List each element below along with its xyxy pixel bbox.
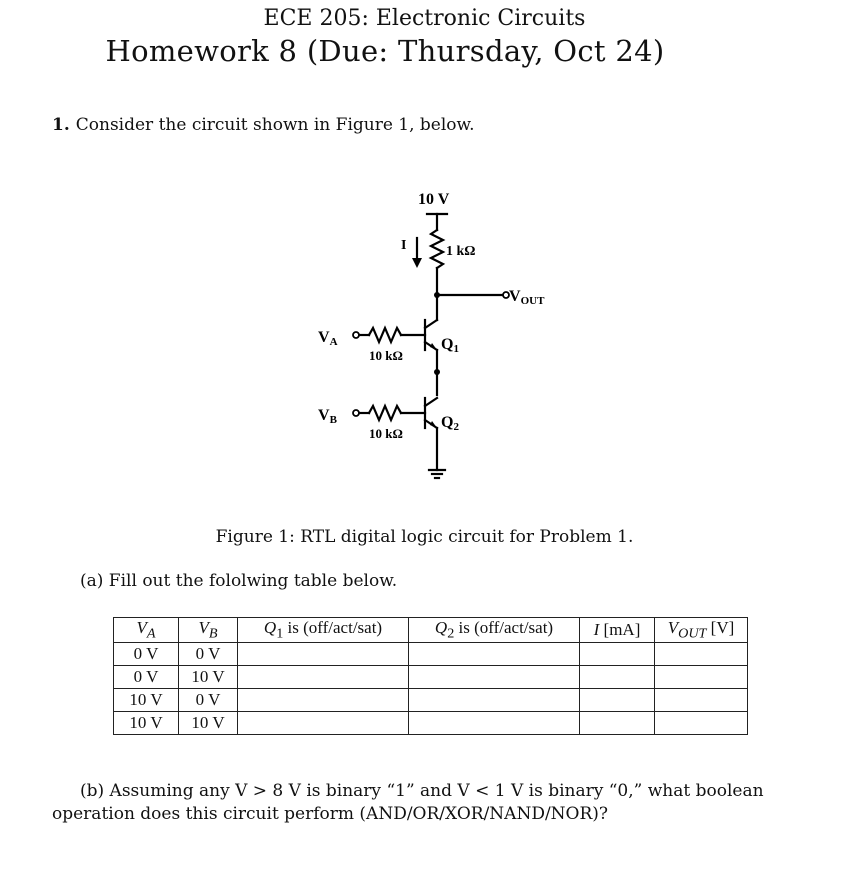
cell-va: 10 V (114, 712, 179, 735)
current-arrowhead (412, 258, 422, 268)
base-resistor-a-label: 10 kΩ (369, 348, 403, 363)
base-resistor-a (369, 328, 401, 342)
table-row (114, 643, 748, 666)
q2-collector (425, 398, 437, 406)
q1-q2-node (434, 369, 440, 375)
table-row (114, 666, 748, 689)
homework-title: Homework 8 (Due: Thursday, Oct 24) (105, 34, 665, 68)
cell-q2-answer[interactable] (409, 643, 580, 666)
table-header-row (114, 618, 748, 643)
figure-caption: Figure 1: RTL digital logic circuit for Problem 1. (215, 527, 634, 547)
header-current: I [mA] (580, 618, 655, 643)
q1-collector (425, 320, 437, 328)
cell-current-answer[interactable] (580, 643, 655, 666)
part-a-prompt: (a) Fill out the fololwing table below. (80, 571, 398, 591)
answer-table (113, 617, 748, 735)
course-title: ECE 205: Electronic Circuits (263, 6, 586, 31)
cell-q1-answer[interactable] (238, 689, 409, 712)
cell-current-answer[interactable] (580, 712, 655, 735)
table-row (114, 689, 748, 712)
cell-q2-answer[interactable] (409, 712, 580, 735)
cell-vb: 0 V (179, 689, 238, 712)
collector-resistor (431, 230, 443, 268)
cell-va: 10 V (114, 689, 179, 712)
input-a-label: VA (318, 329, 338, 348)
table-row (114, 712, 748, 735)
header-q1: $Q_1$ is (off/act/sat) (238, 618, 409, 643)
va-terminal (353, 332, 359, 338)
vb-terminal (353, 410, 359, 416)
cell-current-answer[interactable] (580, 689, 655, 712)
cell-vb: 10 V (179, 666, 238, 689)
cell-va: 0 V (114, 666, 179, 689)
current-label: I (401, 238, 407, 253)
base-resistor-b-label: 10 kΩ (369, 426, 403, 441)
cell-vout-answer[interactable] (655, 666, 748, 689)
q1-label: Q1 (441, 336, 459, 355)
cell-vout-answer[interactable] (655, 643, 748, 666)
output-label: VOUT (509, 288, 545, 307)
cell-q2-answer[interactable] (409, 689, 580, 712)
cell-q1-answer[interactable] (238, 666, 409, 689)
cell-vout-answer[interactable] (655, 712, 748, 735)
cell-q1-answer[interactable] (238, 712, 409, 735)
problem-text: Consider the circuit shown in Figure 1, below. (75, 115, 475, 135)
cell-vout-answer[interactable] (655, 689, 748, 712)
part-b-prompt: (b) Assuming any V > 8 V is binary “1” and V < 1 V is binary “0,” what boolean operation does this circuit perform (AND/OR/XOR/NAND/NOR)? (52, 781, 764, 824)
supply-label: 10 V (418, 191, 450, 208)
collector-resistor-label: 1 kΩ (446, 244, 476, 259)
input-b-label: VB (318, 407, 337, 426)
cell-q1-answer[interactable] (238, 643, 409, 666)
header-q2: $Q_2$ is (off/act/sat) (409, 618, 580, 643)
header-vout: $V_{OUT}$ [V] (655, 618, 748, 643)
base-resistor-b (369, 406, 401, 420)
q2-label: Q2 (441, 414, 459, 433)
header-vb: $V_B$ (179, 618, 238, 643)
cell-current-answer[interactable] (580, 666, 655, 689)
cell-q2-answer[interactable] (409, 666, 580, 689)
cell-vb: 10 V (179, 712, 238, 735)
problem-number: 1. (52, 115, 70, 135)
header-va: $V_A$ (114, 618, 179, 643)
cell-vb: 0 V (179, 643, 238, 666)
cell-va: 0 V (114, 643, 179, 666)
output-node (434, 292, 440, 298)
